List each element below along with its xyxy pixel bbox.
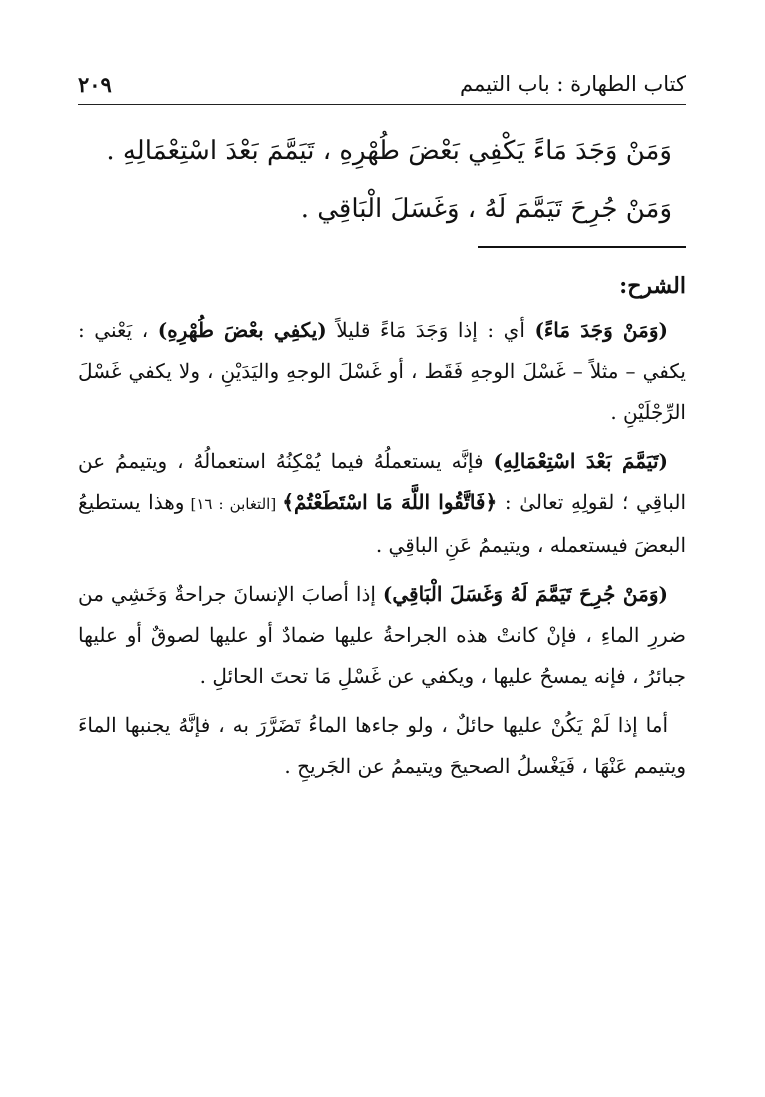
quoted-matn: (وَمَنْ وَجَدَ مَاءً) xyxy=(534,318,668,342)
quoted-matn: (يكفِي بعْضَ طُهْرِهِ) xyxy=(157,318,327,342)
matn-line: وَمَنْ وَجَدَ مَاءً يَكْفِي بَعْضَ طُهْرِهِ ، تَيَمَّمَ بَعْدَ اسْتِعْمَالِهِ . xyxy=(106,136,672,166)
quoted-matn: (وَمَنْ جُرِحَ تَيَمَّمَ لَهُ وَغَسَلَ الْبَاقِي) xyxy=(382,582,668,606)
commentary-paragraph xyxy=(78,310,686,433)
header-divider xyxy=(78,104,686,105)
paragraph-text: ، يَعْني : يكفي – مثلاً – غَسْلَ الوجهِ فَقَط ، أو غَسْلَ الوجهِ واليَدَيْنِ ، ولا يكفي غَسْلَ الرِّجْلَيْنِ . xyxy=(78,318,686,424)
sharh-heading: الشرح: xyxy=(619,273,686,299)
matn-divider xyxy=(478,246,686,248)
commentary-paragraph xyxy=(78,574,686,697)
paragraph-text: أما إذا لَمْ يَكُنْ عليها حائلٌ ، ولو جاءها الماءُ تَضَرَّرَ به ، فإنَّهُ يجنبها الماءَ ويتيمم عَنْهَا ، فَيَغْسلُ الصحيحَ ويتيممُ عن الجَريحِ . xyxy=(78,713,686,778)
commentary-paragraph xyxy=(78,441,686,566)
matn-text xyxy=(92,122,672,238)
verse-reference: [التغابن : ١٦] xyxy=(184,495,283,513)
paragraph-text: إذا أصابَ الإنسانَ جراحةٌ وَخَشِي من ضررِ الماءِ ، فإنْ كانتْ هذه الجراحةُ عليها ضمادٌ أو عليها لصوقٌ أو عليها جبائرُ ، فإنه يمسحُ عليها ، ويكفي عن غَسْلِ مَا تحتَ الحائلِ . xyxy=(78,582,686,688)
paragraph-text: فإنَّه يستعملُهُ فيما يُمْكِنُهُ استعمالُهُ ، ويتيممُ عن الباقِي ؛ لقولِهِ تعالىٰ : xyxy=(78,449,686,514)
quoted-matn: (تَيَمَّمَ بَعْدَ اسْتِعْمَالِهِ) xyxy=(493,449,668,473)
quran-verse: ﴿فَاتَّقُوا اللَّهَ مَا اسْتَطَعْتُمْ﴾ xyxy=(282,490,498,514)
header-title: كتاب الطهارة : باب التيمم xyxy=(460,72,686,96)
running-header xyxy=(78,68,686,104)
commentary xyxy=(78,266,686,795)
paragraph-text: أي : إذا وَجَدَ مَاءً قليلاً xyxy=(326,318,535,342)
paragraph-text: وهذا يستطيعُ البعضَ فيستعمله ، ويتيممُ عَنِ الباقِي . xyxy=(78,490,686,557)
matn-line: وَمَنْ جُرِحَ تَيَمَّمَ لَهُ ، وَغَسَلَ الْبَاقِي . xyxy=(300,194,672,224)
page-number: ٢٠٩ xyxy=(78,72,112,97)
commentary-paragraph xyxy=(78,705,686,787)
